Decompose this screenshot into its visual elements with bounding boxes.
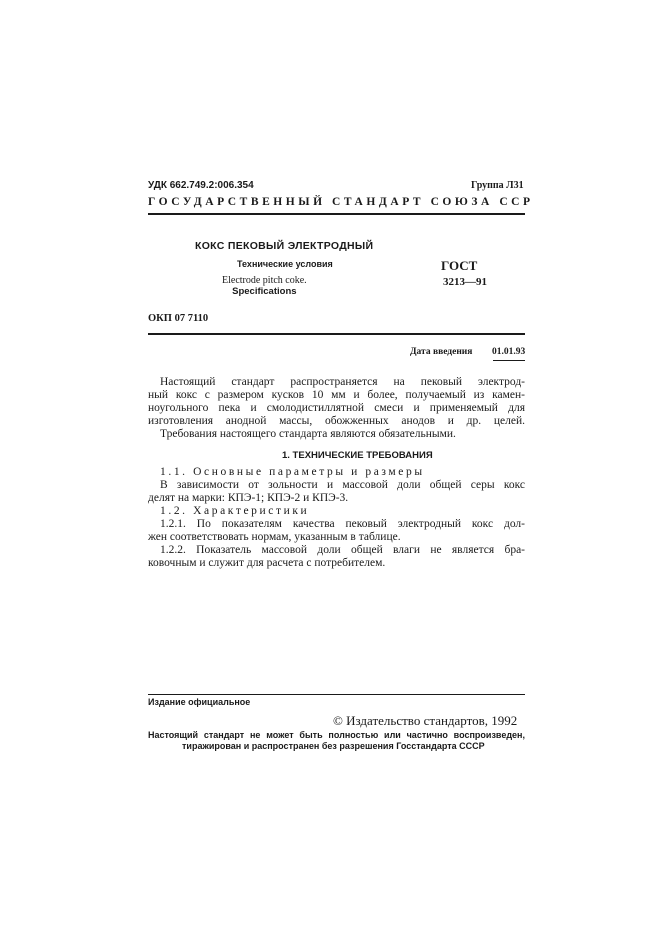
text-line: Требования настоящего стандарта являются обязательными. xyxy=(160,428,456,440)
title-en-line-1: Electrode pitch coke. xyxy=(222,275,307,286)
text-line: 1.2.2. Показатель массовой доли общей влаги не является бра- xyxy=(160,544,525,556)
title-en-line-2: Specifications xyxy=(232,286,297,297)
gost-label: ГОСТ xyxy=(441,258,478,273)
text-line: жен соответствовать нормам, указанным в таблице. xyxy=(148,531,401,543)
text-line: изготовления анодной массы, обожженных анодов и др. целей. xyxy=(148,415,525,427)
date-underline xyxy=(493,360,525,361)
subsection-heading: 1.2. Характеристики xyxy=(160,505,310,517)
text-line: делят на марки: КПЭ-1; КПЭ-2 и КПЭ-3. xyxy=(148,492,349,504)
introduction-date-value: 01.01.93 xyxy=(492,347,526,357)
reproduction-notice-line-2: тиражирован и распространен без разрешения Госстандарта СССР xyxy=(182,741,485,751)
okp-divider xyxy=(148,333,525,335)
intro-paragraph xyxy=(148,376,525,441)
section-title: 1. ТЕХНИЧЕСКИЕ ТРЕБОВАНИЯ xyxy=(282,450,433,461)
section-body xyxy=(148,466,525,570)
subsection-heading: 1.1. Основные параметры и размеры xyxy=(160,466,425,478)
okp-code: ОКП 07 7110 xyxy=(148,313,209,324)
header-divider xyxy=(148,213,525,215)
introduction-date-label: Дата введения xyxy=(410,347,473,357)
text-line: В зависимости от зольности и массовой доли общей серы кокс xyxy=(160,479,525,491)
text-line: 1.2.1. По показателям качества пековый электродный кокс дол- xyxy=(160,518,525,530)
text-line: ноугольного пека и смолодистиллятной смеси и применяемый для xyxy=(148,402,525,414)
document-title: КОКС ПЕКОВЫЙ ЭЛЕКТРОДНЫЙ xyxy=(195,240,374,252)
official-edition-label: Издание официальное xyxy=(148,697,251,707)
gost-number: 3213—91 xyxy=(443,276,487,288)
group-code: Группа Л31 xyxy=(471,180,524,191)
document-title-english xyxy=(222,275,307,297)
document-subtitle: Технические условия xyxy=(237,259,333,269)
text-line: Настоящий стандарт распространяется на пековый электрод- xyxy=(160,376,525,388)
udk-code: УДК 662.749.2:006.354 xyxy=(148,180,254,191)
text-line: ковочным и служит для расчета с потребителем. xyxy=(148,557,386,569)
text-line: ный кокс с размером кусков 10 мм и более, получаемый из камен- xyxy=(148,389,525,401)
organization-heading: ГОСУДАРСТВЕННЫЙ СТАНДАРТ СОЮЗА ССР xyxy=(148,196,534,208)
reproduction-notice-line-1: Настоящий стандарт не может быть полностью или частично воспроизведен, xyxy=(148,730,525,740)
copyright-notice: © Издательство стандартов, 1992 xyxy=(333,713,518,728)
footer-divider xyxy=(148,694,525,695)
